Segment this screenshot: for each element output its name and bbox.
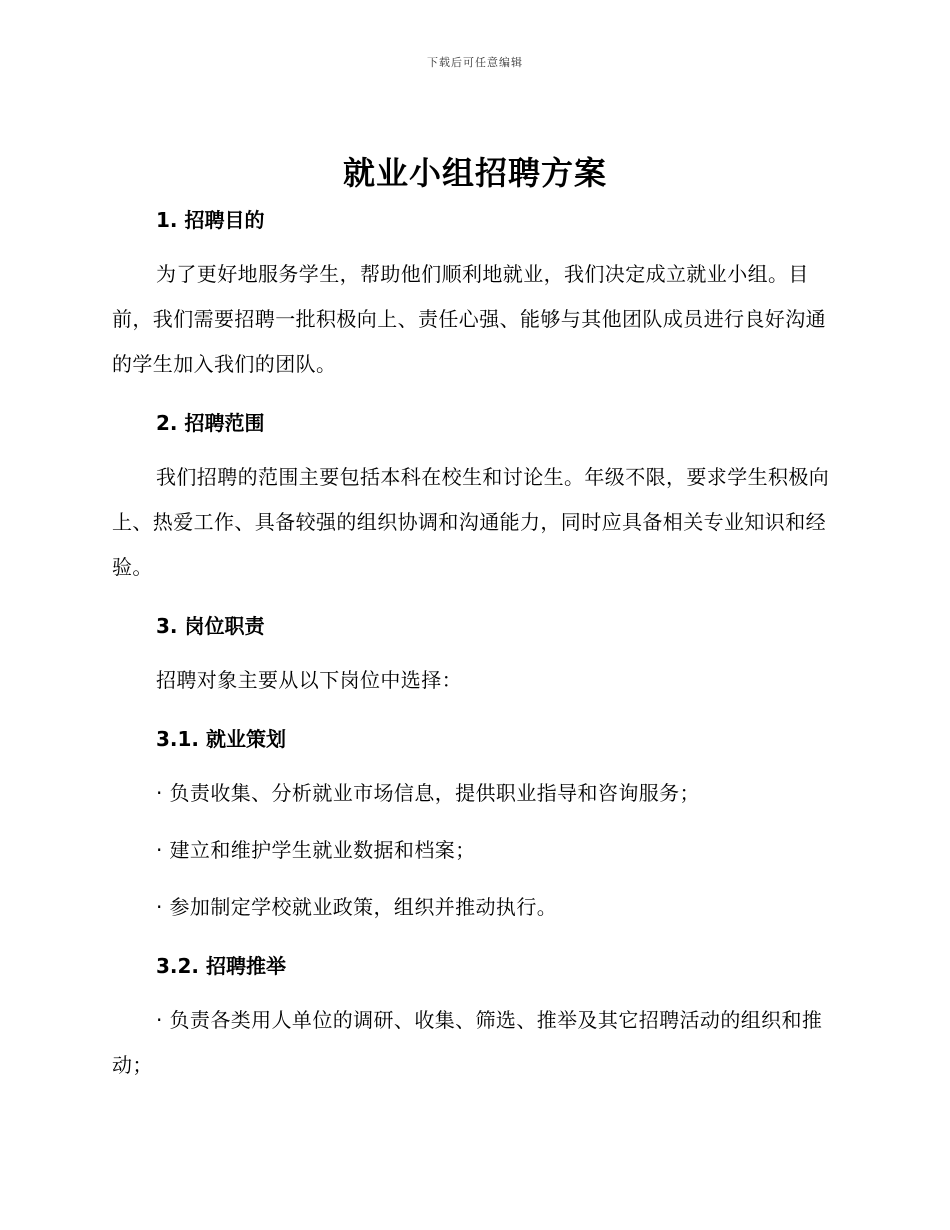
section-heading-2: 2. 招聘范围	[156, 411, 265, 435]
section-heading-3-1: 3.1. 就业策划	[156, 727, 286, 751]
list-item: · 参加制定学校就业政策，组织并推动执行。	[156, 895, 558, 919]
header-note: 下载后可任意编辑	[427, 56, 523, 69]
section-paragraph-3: 招聘对象主要从以下岗位中选择：	[156, 668, 462, 692]
section-heading-1: 1. 招聘目的	[156, 208, 265, 232]
section-heading-3-2: 3.2. 招聘推举	[156, 954, 286, 978]
section-paragraph-1: 为了更好地服务学生，帮助他们顺利地就业，我们决定成立就业小组。目前，我们需要招聘一批积极向上、责任心强、能够与其他团队成员进行良好沟通的学生加入我们的团队。	[112, 262, 826, 376]
document-title: 就业小组招聘方案	[342, 154, 607, 192]
list-item: · 建立和维护学生就业数据和档案；	[156, 838, 476, 862]
list-item: · 负责收集、分析就业市场信息，提供职业指导和咨询服务；	[156, 781, 700, 805]
section-paragraph-2: 我们招聘的范围主要包括本科在校生和讨论生。年级不限，要求学生积极向上、热爱工作、具备较强的组织协调和沟通能力，同时应具备相关专业知识和经验。	[112, 465, 830, 579]
list-item: · 负责各类用人单位的调研、收集、筛选、推举及其它招聘活动的组织和推动；	[112, 1008, 823, 1077]
section-heading-3: 3. 岗位职责	[156, 614, 265, 638]
document-body	[112, 200, 834, 1088]
